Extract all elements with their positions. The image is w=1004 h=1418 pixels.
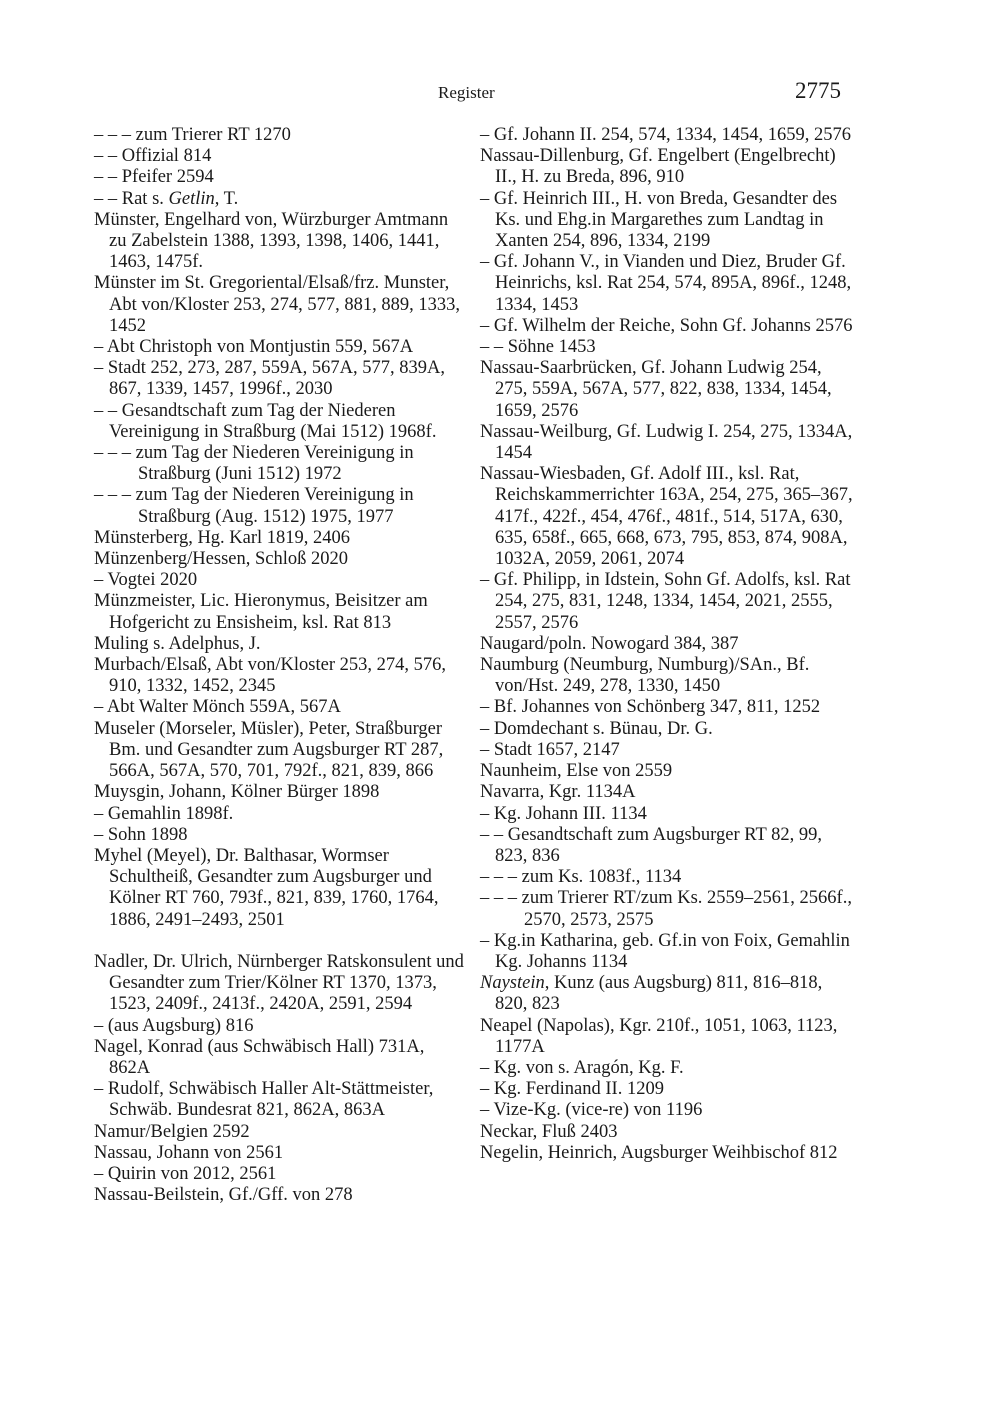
- index-entry: [480, 1079, 855, 1100]
- entry-text: – – – zum Trierer RT/zum Ks. 2559–2561, 2566f., 2570, 2573, 2575: [480, 888, 852, 930]
- entry-text: Nagel, Konrad (aus Schwäbisch Hall) 731A, 862A: [94, 1036, 425, 1078]
- entry-italic: Naystein: [480, 973, 545, 994]
- entry-text: – – – zum Trierer RT 1270: [94, 125, 291, 145]
- entry-text: Nassau, Johann von 2561: [94, 1142, 284, 1163]
- index-entry: [94, 825, 469, 846]
- entry-text: Neckar, Fluß 2403: [480, 1121, 618, 1142]
- entry-text: – Kg. Ferdinand II. 1209: [480, 1079, 664, 1100]
- index-entry: [94, 1122, 469, 1143]
- index-entry: [480, 782, 855, 803]
- entry-text: – Kg.in Katharina, geb. Gf.in von Foix, Gemahlin Kg. Johanns 1134: [480, 930, 850, 972]
- index-entry: [94, 401, 469, 443]
- entry-text: – Kg. von s. Aragón, Kg. F.: [480, 1057, 684, 1078]
- entry-text: – Sohn 1898: [94, 824, 188, 845]
- index-entry: [480, 570, 855, 634]
- entry-text: Naumburg (Neumburg, Numburg)/SAn., Bf. von/Hst. 249, 278, 1330, 1450: [480, 655, 810, 697]
- entry-text: – Quirin von 2012, 2561: [94, 1163, 277, 1184]
- entry-text: – Stadt 1657, 2147: [480, 739, 620, 760]
- index-entry: [94, 443, 469, 485]
- entry-text: Münzmeister, Lic. Hieronymus, Beisitzer am Hofgericht zu Ensisheim, ksl. Rat 813: [94, 591, 428, 633]
- entry-text: Myhel (Meyel), Dr. Balthasar, Wormser Schultheiß, Gesandter zum Augsburger und Kölner RT 760, 793f., 821, 839, 1760, 1764, 1886, 2491–2493, 2501: [94, 845, 439, 930]
- index-entry: [480, 1016, 855, 1058]
- index-entry: [94, 570, 469, 591]
- index-entry: [94, 634, 469, 655]
- entry-text: – – Pfeifer 2594: [94, 167, 214, 188]
- entry-text: – – Gesandtschaft zum Tag der Niederen Vereinigung in Straßburg (Mai 1512) 1968f.: [94, 400, 437, 442]
- entry-text: Nassau-Weilburg, Gf. Ludwig I. 254, 275, 1334A, 1454: [480, 421, 853, 464]
- index-entry: [480, 719, 855, 740]
- entry-text: – Gf. Johann V., in Vianden und Diez, Bruder Gf. Heinrichs, ksl. Rat 254, 574, 895A, 896f., 1248, 1334, 1453: [480, 252, 852, 315]
- index-entry: [94, 1016, 469, 1037]
- entry-text: – (aus Augsburg) 816: [94, 1015, 254, 1036]
- entry-text: Münster, Engelhard von, Würzburger Amtmann zu Zabelstein 1388, 1393, 1398, 1406, 1441, 1463, 1475f.: [94, 209, 449, 273]
- index-entry: [94, 528, 469, 549]
- entry-text: – – – zum Tag der Niederen Vereinigung in Straßburg (Juni 1512) 1972: [94, 443, 414, 485]
- index-entry: [94, 1164, 469, 1185]
- entry-text: Navarra, Kgr. 1134A: [480, 782, 636, 803]
- index-entry: [480, 464, 855, 570]
- running-title: Register: [438, 83, 495, 102]
- right-column: [480, 125, 855, 1164]
- index-entry: [94, 846, 469, 931]
- entry-text: Münzenberg/Hessen, Schloß 2020: [94, 549, 348, 570]
- index-entry: [94, 549, 469, 570]
- index-entry: [94, 146, 469, 167]
- index-entry: [480, 1143, 855, 1164]
- entry-text: – Gf. Philipp, in Idstein, Sohn Gf. Adolfs, ksl. Rat 254, 275, 831, 1248, 1334, 1454, 2021, 2555, 2557, 2576: [480, 570, 851, 633]
- page-number: 2775: [795, 78, 841, 103]
- entry-text: Nassau-Beilstein, Gf./Gff. von 278: [94, 1185, 353, 1206]
- index-entry: [480, 931, 855, 973]
- index-entry: [94, 655, 469, 697]
- entry-text: – Stadt 252, 273, 287, 559A, 567A, 577, 839A, 867, 1339, 1457, 1996f., 2030: [94, 358, 445, 400]
- entry-text: Muysgin, Johann, Kölner Bürger 1898: [94, 782, 380, 803]
- index-entry: [480, 1100, 855, 1121]
- index-entry: [480, 697, 855, 718]
- entry-text: Museler (Morseler, Müsler), Peter, Straßburger Bm. und Gesandter zum Augsburger RT 287, 566A, 567A, 570, 701, 792f., 821, 839, 866: [94, 718, 444, 782]
- index-entry: [480, 358, 855, 422]
- index-entry: [480, 125, 855, 146]
- index-entry: [480, 867, 855, 888]
- index-entry: [94, 804, 469, 825]
- entry-text: Münster im St. Gregoriental/Elsaß/frz. Munster, Abt von/Kloster 253, 274, 577, 881, 889, 1333, 1452: [94, 273, 460, 336]
- index-entry: [94, 358, 469, 400]
- index-entry: [480, 422, 855, 464]
- index-entry: [94, 697, 469, 718]
- entry-post: , T.: [214, 188, 239, 209]
- entry-text: Münsterberg, Hg. Karl 1819, 2406: [94, 527, 351, 548]
- entry-text: Murbach/Elsaß, Abt von/Kloster 253, 274, 576, 910, 1332, 1452, 2345: [94, 655, 446, 697]
- index-entry: [94, 167, 469, 188]
- index-entry: [94, 952, 469, 1016]
- entry-text: – Abt Walter Mönch 559A, 567A: [94, 697, 341, 718]
- entry-text: Namur/Belgien 2592: [94, 1121, 250, 1142]
- entry-spacer: [94, 931, 469, 952]
- index-entry: [94, 125, 469, 146]
- page-header: [0, 78, 1004, 108]
- index-entry: [94, 337, 469, 358]
- entry-text: – Abt Christoph von Montjustin 559, 567A: [94, 337, 414, 358]
- index-entry: [480, 740, 855, 761]
- entry-text: – Domdechant s. Bünau, Dr. G.: [480, 718, 713, 739]
- index-entry: [94, 273, 469, 337]
- index-entry: [480, 189, 855, 253]
- entry-text: Nassau-Dillenburg, Gf. Engelbert (Engelbrecht) II., H. zu Breda, 896, 910: [480, 146, 836, 188]
- entry-text: – Kg. Johann III. 1134: [480, 803, 647, 824]
- entry-post: , Kunz (aus Augsburg) 811, 816–818, 820, 823: [495, 973, 823, 1015]
- index-entry: [94, 189, 469, 210]
- index-entry: [94, 485, 469, 527]
- entry-text: – Gf. Wilhelm der Reiche, Sohn Gf. Johanns 2576: [480, 315, 853, 336]
- entry-text: Muling s. Adelphus, J.: [94, 633, 261, 654]
- index-entry: [94, 1037, 469, 1079]
- index-entry: [480, 146, 855, 188]
- index-entry: [480, 973, 855, 1015]
- entry-text: – Gf. Heinrich III., H. von Breda, Gesandter des Ks. und Ehg.in Margarethes zum Landtag in Xanten 254, 896, 1334, 2199: [480, 188, 838, 252]
- entry-text: – – Offizial 814: [94, 146, 212, 167]
- entry-text: Nassau-Wiesbaden, Gf. Adolf III., ksl. Rat, Reichskammerrichter 163A, 254, 275, 365–367, 417f., 422f., 454, 476f., 481f., 514, 517A, 630, 635, 658f., 665, 668, 673, 795, 853, 874, 908A, 1032A, 2059, 2061, 2074: [480, 464, 853, 570]
- index-entry: [94, 782, 469, 803]
- index-entry: [480, 888, 855, 930]
- entry-text: – – Gesandtschaft zum Augsburger RT 82, 99, 823, 836: [480, 824, 822, 866]
- entry-text: – Rudolf, Schwäbisch Haller Alt-Stättmeister, Schwäb. Bundesrat 821, 862A, 863A: [94, 1079, 434, 1121]
- index-entry: [480, 1122, 855, 1143]
- entry-text: – Vogtei 2020: [94, 570, 198, 591]
- index-entry: [94, 719, 469, 783]
- left-column: [94, 125, 469, 1206]
- entry-text: – Vize-Kg. (vice-re) von 1196: [480, 1100, 703, 1121]
- index-entry: [480, 655, 855, 697]
- index-entry: [94, 210, 469, 274]
- index-entry: [480, 337, 855, 358]
- index-entry: [480, 825, 855, 867]
- entry-pre: – – Rat s.: [94, 188, 169, 209]
- entry-text: – – – zum Ks. 1083f., 1134: [480, 867, 682, 888]
- entry-text: – Gemahlin 1898f.: [94, 803, 234, 824]
- entry-text: Naugard/poln. Nowogard 384, 387: [480, 633, 739, 654]
- entry-text: Neapel (Napolas), Kgr. 210f., 1051, 1063, 1123, 1177A: [480, 1015, 838, 1057]
- index-entry: [94, 1079, 469, 1121]
- index-entry: [94, 1185, 469, 1206]
- index-entry: [480, 761, 855, 782]
- index-entry: [480, 252, 855, 316]
- entry-text: – Bf. Johannes von Schönberg 347, 811, 1252: [480, 697, 821, 718]
- index-entry: [480, 1058, 855, 1079]
- index-entry: [480, 316, 855, 337]
- entry-text: Nadler, Dr. Ulrich, Nürnberger Ratskonsulent und Gesandter zum Trier/Kölner RT 1370, 1373, 1523, 2409f., 2413f., 2420A, 2591, 2594: [94, 951, 464, 1015]
- entry-text: Naunheim, Else von 2559: [480, 761, 673, 782]
- index-entry: [94, 591, 469, 633]
- entry-text: – – Söhne 1453: [480, 337, 596, 358]
- index-entry: [480, 804, 855, 825]
- entry-text: – Gf. Johann II. 254, 574, 1334, 1454, 1659, 2576: [480, 125, 852, 145]
- index-entry: [480, 634, 855, 655]
- entry-text: – – – zum Tag der Niederen Vereinigung in Straßburg (Aug. 1512) 1975, 1977: [94, 485, 414, 527]
- entry-text: Nassau-Saarbrücken, Gf. Johann Ludwig 254, 275, 559A, 567A, 577, 822, 838, 1334, 1454, 1659, 2576: [480, 358, 832, 421]
- index-entry: [94, 1143, 469, 1164]
- entry-italic: Getlin: [168, 188, 215, 209]
- entry-text: Negelin, Heinrich, Augsburger Weihbischof 812: [480, 1142, 838, 1163]
